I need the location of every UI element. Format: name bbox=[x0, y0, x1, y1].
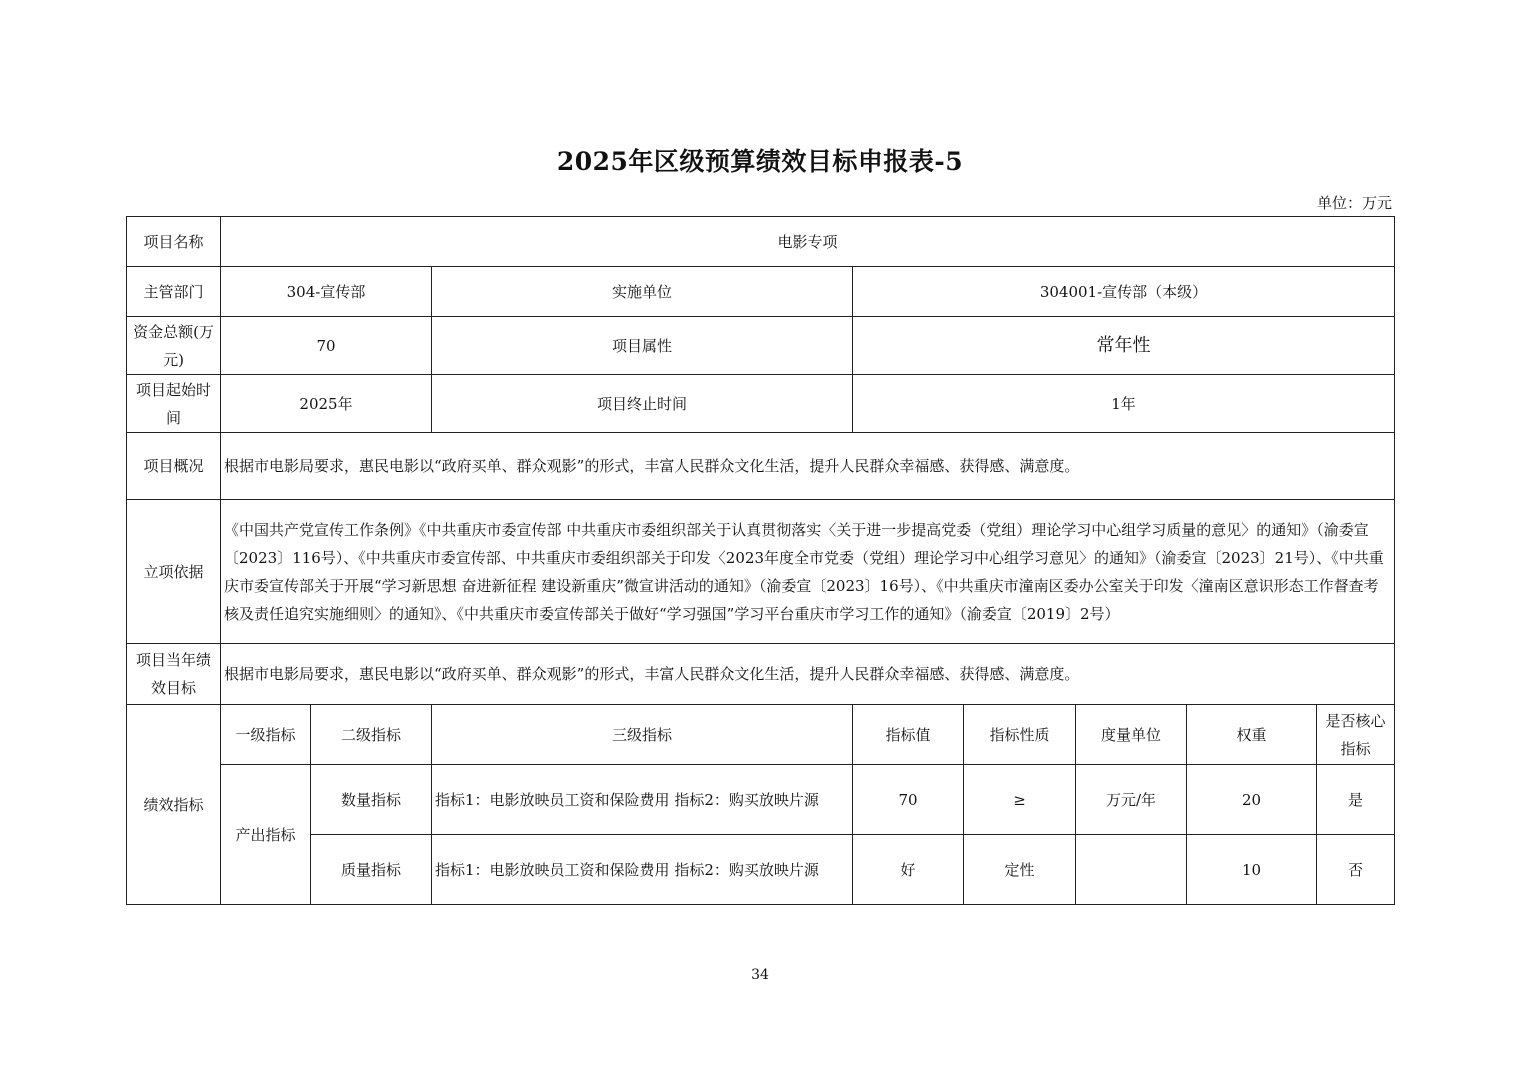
impl-value: 304001-宣传部（本级） bbox=[853, 267, 1395, 317]
row-goal bbox=[127, 644, 1395, 705]
dept-value: 304-宣传部 bbox=[221, 267, 432, 317]
level3-cell: 指标1：电影放映员工资和保险费用 指标2：购买放映片源 bbox=[432, 835, 853, 905]
funds-value: 70 bbox=[221, 317, 432, 375]
row-overview bbox=[127, 433, 1395, 500]
header-weight: 权重 bbox=[1187, 705, 1317, 765]
core-cell: 是 bbox=[1317, 765, 1395, 835]
level1-output: 产出指标 bbox=[221, 765, 311, 905]
weight-cell: 20 bbox=[1187, 765, 1317, 835]
unit-cell bbox=[1076, 835, 1187, 905]
goal-value: 根据市电影局要求，惠民电影以“政府买单、群众观影”的形式，丰富人民群众文化生活，提升人民群众幸福感、获得感、满意度。 bbox=[221, 644, 1395, 705]
project-name-label: 项目名称 bbox=[127, 217, 221, 267]
row-project-name bbox=[127, 217, 1395, 267]
row-department bbox=[127, 267, 1395, 317]
unit-label: 单位：万元 bbox=[1316, 194, 1392, 212]
header-value: 指标值 bbox=[853, 705, 964, 765]
impl-label: 实施单位 bbox=[432, 267, 853, 317]
goal-label: 项目当年绩效目标 bbox=[127, 644, 221, 705]
overview-value: 根据市电影局要求，惠民电影以“政府买单、群众观影”的形式，丰富人民群众文化生活，提升人民群众幸福感、获得感、满意度。 bbox=[221, 433, 1395, 500]
unit-cell: 万元/年 bbox=[1076, 765, 1187, 835]
dept-label: 主管部门 bbox=[127, 267, 221, 317]
nature-cell: 定性 bbox=[964, 835, 1076, 905]
level3-cell: 指标1：电影放映员工资和保险费用 指标2：购买放映片源 bbox=[432, 765, 853, 835]
basis-label: 立项依据 bbox=[127, 500, 221, 644]
header-unit: 度量单位 bbox=[1076, 705, 1187, 765]
indicator-row bbox=[127, 765, 1395, 835]
project-name-value: 电影专项 bbox=[221, 217, 1395, 267]
row-indicator-headers bbox=[127, 705, 1395, 765]
row-time bbox=[127, 375, 1395, 433]
start-label: 项目起始时间 bbox=[127, 375, 221, 433]
nature-cell: ≥ bbox=[964, 765, 1076, 835]
attr-value: 常年性 bbox=[853, 317, 1395, 375]
core-cell: 否 bbox=[1317, 835, 1395, 905]
header-core: 是否核心指标 bbox=[1317, 705, 1395, 765]
header-nature: 指标性质 bbox=[964, 705, 1076, 765]
basis-value: 《中国共产党宣传工作条例》《中共重庆市委宣传部 中共重庆市委组织部关于认真贯彻落实〈关于进一步提高党委（党组）理论学习中心组学习质量的意见〉的通知》（渝委宣〔2023〕116号）、《中共重庆市委宣传部、中共重庆市委组织部关于印发〈2023年度全市党委（党组）理论学习中心组学习意见〉的通知》（渝委宣〔2023〕21号）、《中共重庆市委宣传部关于开展“学习新思想 奋进新征程 建设新重庆”微宣讲活动的通知》（渝委宣〔2023〕16号）、《中共重庆市潼南区委办公室关于印发〈潼南区意识形态工作督查考核及责任追究实施细则〉的通知》、《中共重庆市委宣传部关于做好“学习强国”学习平台重庆市学习工作的通知》（渝委宣〔2019〕2号） bbox=[221, 500, 1395, 644]
header-level1: 一级指标 bbox=[221, 705, 311, 765]
budget-performance-table bbox=[126, 216, 1395, 905]
indicators-section-label: 绩效指标 bbox=[127, 705, 221, 905]
level2-cell: 质量指标 bbox=[311, 835, 432, 905]
value-cell: 70 bbox=[853, 765, 964, 835]
funds-label: 资金总额(万元) bbox=[127, 317, 221, 375]
row-basis bbox=[127, 500, 1395, 644]
overview-label: 项目概况 bbox=[127, 433, 221, 500]
start-value: 2025年 bbox=[221, 375, 432, 433]
header-level2: 二级指标 bbox=[311, 705, 432, 765]
page-number: 34 bbox=[751, 967, 769, 983]
row-funds bbox=[127, 317, 1395, 375]
attr-label: 项目属性 bbox=[432, 317, 853, 375]
end-value: 1年 bbox=[853, 375, 1395, 433]
value-cell: 好 bbox=[853, 835, 964, 905]
end-label: 项目终止时间 bbox=[432, 375, 853, 433]
document-title: 2025年区级预算绩效目标申报表-5 bbox=[556, 147, 964, 176]
weight-cell: 10 bbox=[1187, 835, 1317, 905]
indicator-row bbox=[127, 835, 1395, 905]
level2-cell: 数量指标 bbox=[311, 765, 432, 835]
header-level3: 三级指标 bbox=[432, 705, 853, 765]
